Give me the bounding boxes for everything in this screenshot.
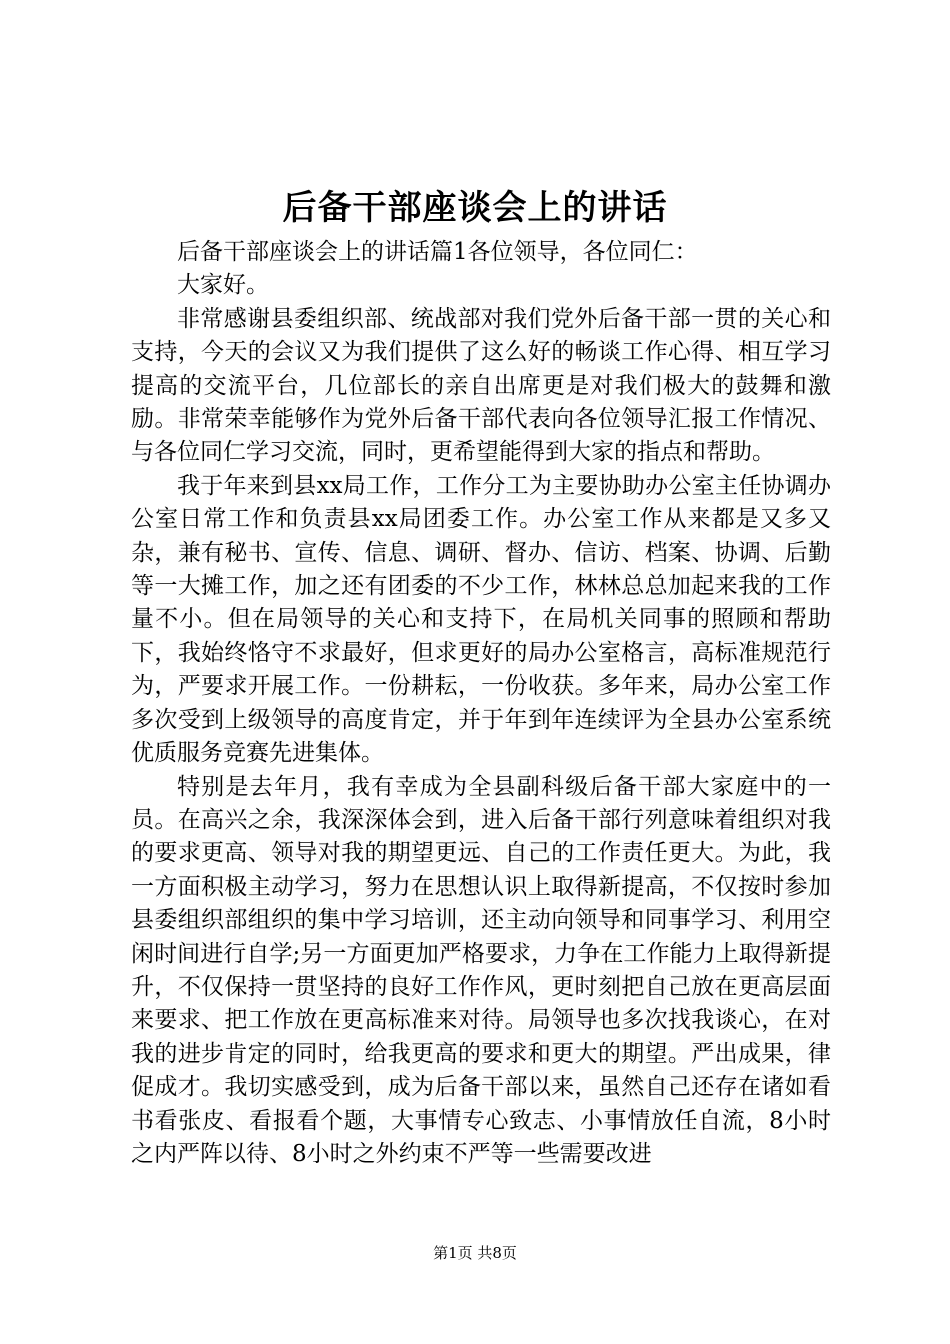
document-title: 后备干部座谈会上的讲话 bbox=[282, 188, 668, 228]
paragraph: 非常感谢县委组织部、统战部对我们党外后备干部一贯的关心和支持，今天的会议又为我们提供了这么好的畅谈工作心得、相互学习提高的交流平台，几位部长的亲自出席更是对我们极大的鼓舞和激励。非常荣幸能够作为党外后备干部代表向各位领导汇报工作情况、与各位同仁学习交流，同时，更希望能得到大家的指点和帮助。 bbox=[131, 305, 831, 466]
document-body bbox=[131, 236, 831, 1171]
paragraph: 后备干部座谈会上的讲话篇1各位领导，各位同仁： bbox=[177, 239, 698, 265]
paragraph: 大家好。 bbox=[177, 272, 269, 299]
page-footer: 第1页 共8页 bbox=[433, 1244, 517, 1262]
paragraph: 我于年来到县xx局工作，工作分工为主要协助办公室主任协调办公室日常工作和负责县xx局团委工作。办公室工作从来都是又多又杂，兼有秘书、宣传、信息、调研、督办、信访、档案、协调、后勤等一大摊工作，加之还有团委的不少工作，林林总总加起来我的工作量不小。但在局领导的关心和支持下，在局机关同事的照顾和帮助下，我始终恪守不求最好，但求更好的局办公室格言，高标准规范行为，严要求开展工作。一份耕耘，一份收获。多年来，局办公室工作多次受到上级领导的高度肯定，并于年到年连续评为全县办公室系统优质服务竞赛先进集体。 bbox=[131, 472, 831, 767]
paragraph: 特别是去年月，我有幸成为全县副科级后备干部大家庭中的一员。在高兴之余，我深深体会到，进入后备干部行列意味着组织对我的要求更高、领导对我的期望更远、自己的工作责任更大。为此，我一方面积极主动学习，努力在思想认识上取得新提高，不仅按时参加县委组织部组织的集中学习培训，还主动向领导和同事学习、利用空闲时间进行自学;另一方面更加严格要求，力争在工作能力上取得新提升，不仅保持一贯坚持的良好工作作风，更时刻把自己放在更高层面来要求、把工作放在更高标准来对待。局领导也多次找我谈心，在对我的进步肯定的同时，给我更高的要求和更大的期望。严出成果，律促成才。我切实感受到，成为后备干部以来，虽然自己还存在诸如看书看张皮、看报看个题，大事情专心致志、小事情放任自流，8小时之内严阵以待、8小时之外约束不严等一些需要改进 bbox=[131, 773, 831, 1167]
